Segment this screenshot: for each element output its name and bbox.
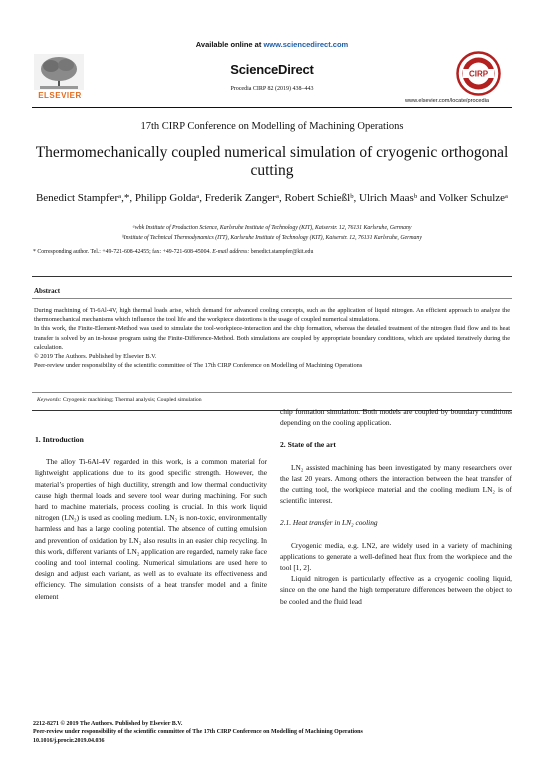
- body-paragraph: Liquid nitrogen is particularly effective as a cryogenic cooling liquid, since on the one hand the high temperature differences between the object to be cooled and the fluid lead: [280, 574, 512, 606]
- journal-line: Procedia CIRP 82 (2019) 438–443: [230, 86, 314, 92]
- affiliations: [30, 224, 514, 243]
- journal-url[interactable]: www.elsevier.com/locate/procedia: [405, 98, 489, 104]
- abstract-heading-rule: [32, 298, 512, 299]
- cirp-logo: [453, 51, 504, 96]
- abstract-body: [34, 306, 510, 370]
- copyright-line: © 2019 The Authors. Published by Elsevier B.V.: [34, 353, 157, 361]
- corresponding-author: [33, 249, 313, 255]
- paper-title: Thermomechanically coupled numerical simulation of cryogenic orthogonal cutting: [35, 144, 509, 179]
- footer-peer-review: Peer-review under responsibility of the scientific committee of The 17th CIRP Conference on Modelling of Machining Operations: [33, 729, 363, 736]
- abstract-paragraph: During machining of Ti-6Al-4V, high thermal loads arise, which demand for advanced cooling concepts, such as the application of liquid nitrogen. An efficient approach to analyze the thermomechanical mechanisms which influence the tool life and the workpiece distortions is the usage of coupled numerical simulations.: [34, 307, 510, 324]
- email-address[interactable]: benedict.stampfer@kit.edu: [249, 249, 314, 255]
- footer-doi[interactable]: 10.1016/j.procir.2019.04.036: [33, 737, 105, 744]
- author-list: Benedict Stampferᵃ,*, Philipp Goldaᵃ, Frederik Zangerᵃ, Robert Schießlᵇ, Ulrich Maasᵇ and Volker Schulzeᵃ: [35, 192, 509, 204]
- subsection-heading: 2.1. Heat transfer in LN₂ cooling: [280, 518, 378, 528]
- peer-review-line: Peer-review under responsibility of the scientific committee of The 17th CIRP Conference on Modelling of Machining Operations: [34, 362, 363, 370]
- footer: [33, 720, 363, 745]
- affiliation-b: ᵇInstitute of Technical Thermodynamics (ITT), Karlsruhe Institute of Technology (KIT), Kaiserstr. 12, 76131 Karlsruhe, Germany: [122, 234, 422, 241]
- conference-name: 17th CIRP Conference on Modelling of Machining Operations: [140, 121, 404, 132]
- abstract-heading: Abstract: [34, 287, 61, 295]
- availability-line: [0, 40, 544, 49]
- footer-issn: 2212-8271 © 2019 The Authors. Published by Elsevier B.V.: [33, 721, 183, 727]
- right-column: [280, 406, 512, 607]
- keywords-text: Cryogenic machining; Thermal analysis; Coupled simulation: [61, 397, 202, 403]
- cirp-logo-text: CIRP: [468, 69, 489, 79]
- email-label: E-mail address:: [212, 249, 250, 255]
- body-paragraph: chip formation simulation. Both models are coupled by boundary conditions depending on the cooling application.: [280, 407, 512, 428]
- abstract-top-rule: [32, 276, 512, 277]
- availability-prefix: Available online at: [195, 40, 264, 49]
- keywords: [37, 397, 202, 403]
- section-heading: 2. State of the art: [280, 440, 336, 450]
- keywords-label: Keywords:: [37, 397, 62, 403]
- sciencedirect-title: ScienceDirect: [230, 62, 314, 77]
- body-paragraph: Cryogenic media, e.g. LN2, are widely used in a variety of machining applications to generate a well-defined heat flux from the workpiece and the tool [1, 2].: [280, 540, 512, 573]
- affiliation-a: ᵃwbk Institute of Production Science, Karlsruhe Institute of Technology (KIT), Kaiserstr. 12, 76131 Karlsruhe, Germany: [132, 225, 412, 231]
- header-rule: [32, 107, 512, 108]
- keywords-rule: [32, 392, 512, 393]
- body-paragraph: LN₂ assisted machining has been investigated by many researchers over the last 20 years. Among others the interaction between the heat transfer of the cutting tool, the workpiece material and the cooling medium LN₂ is of scientific interest.: [280, 462, 512, 506]
- section-heading: 1. Introduction: [35, 435, 84, 444]
- left-column: [35, 434, 267, 602]
- sciencedirect-link[interactable]: www.sciencedirect.com: [263, 40, 349, 49]
- elsevier-wordmark: ELSEVIER: [38, 91, 82, 100]
- abstract-paragraph: In this work, the Finite-Element-Method was used to simulate the tool-workpiece-interaction and the chip formation, whereas the detailed treatment of the nitrogen fluid flow and its heat transfer is solved by an in-house program using the Finite-Difference-Method. Both simulations are coupled by appropriate boundary conditions, which are updated iteratively during the calculation.: [34, 325, 510, 351]
- body-paragraph: The alloy Ti-6Al-4V regarded in this work, is a common material for lightweight applications due to its good specific strength. However, the material’s properties of high ductility, strength and low thermal conductivity cause high thermal loads and severe tool wear during machining. For such hard to machine materials, process cooling is crucial. In this work liquid nitrogen (LN₂) is used as cooling medium. LN₂ is non-toxic, environmentally harmless and has a large cooling potential. The absence of cutting emulsion and prevention of oxidation by LN₂ also results in an easier chip recycling. In this work, different variants of LN₂ application are regarded, namely rake face cooling and tool internal cooling. Numerical simulations are used here to design and adjust each variant, as well as to evaluate its effectiveness and efficiency. The simulation consists of a heat transfer model and a finite element: [35, 457, 267, 601]
- corresponding-text: * Corresponding author. Tel.: +49-721-608-42455; fax: +49-721-608-45004.: [33, 249, 213, 255]
